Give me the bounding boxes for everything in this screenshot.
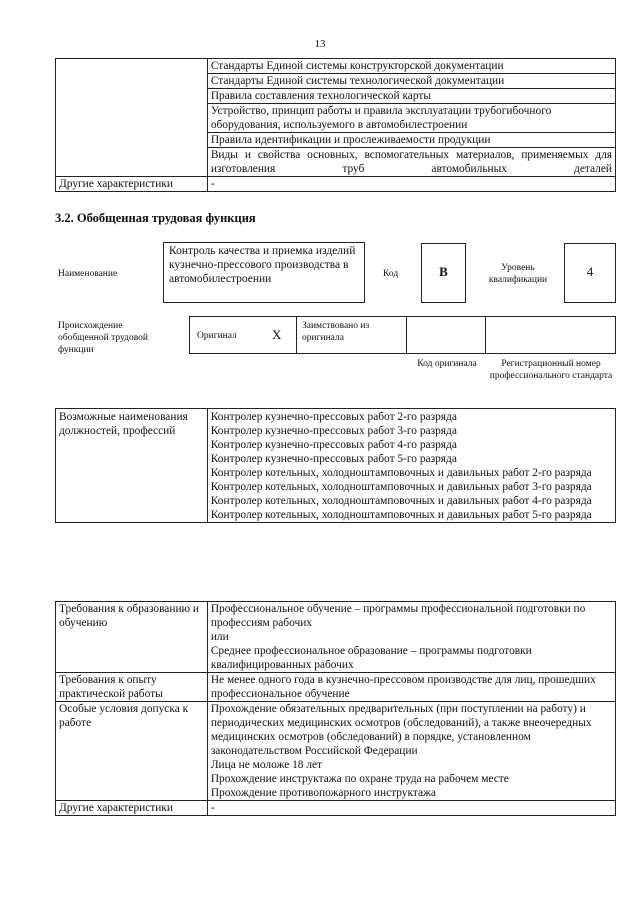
- origin-label: Происхождение обобщенной трудовой функции: [58, 321, 148, 355]
- borrowed-label: Заимствовано из оригинала: [302, 321, 370, 343]
- position-item: Контролер кузнечно-прессовых работ 5-го разряда: [210, 453, 457, 465]
- knowledge-row: Виды и свойства основных, вспомогательных материалов, применяемых для изготовления труб автомобильных деталей: [207, 148, 615, 177]
- knowledge-row: Правила составления технологической карты: [207, 89, 615, 104]
- position-item: Контролер котельных, холодноштамповочных и давильных работ 3-го разряда: [210, 481, 592, 493]
- education-line: или: [210, 631, 229, 643]
- level-value: 4: [586, 264, 594, 279]
- knowledge-row: Стандарты Единой системы технологической документации: [207, 74, 615, 89]
- experience-label: Требования к опыту практической работы: [56, 673, 208, 702]
- other-characteristics-label: Другие характеристики: [56, 177, 208, 192]
- education-label: Требования к образованию и обучению: [56, 602, 208, 673]
- education-line: Профессиональное обучение – программы профессиональной подготовки по профессиям рабочих: [210, 603, 586, 629]
- positions-list: [207, 409, 615, 523]
- page-number: 13: [314, 38, 326, 50]
- top-knowledge-table: [55, 58, 616, 192]
- code-original-label: Код оригинала: [417, 359, 477, 369]
- name-label: Наименование: [58, 269, 118, 279]
- code-label: Код: [383, 269, 399, 279]
- other-characteristics-label: Другие характеристики: [56, 801, 208, 816]
- level-box: [564, 243, 616, 303]
- position-item: Контролер котельных, холодноштамповочных и давильных работ 5-го разряда: [210, 509, 592, 521]
- level-label: Уровень квалификации: [488, 263, 548, 285]
- function-name: Контроль качества и приемка изделий кузнечно-прессового производства в автомобилестроении: [169, 245, 356, 285]
- reg-number-label: Регистрационный номер профессионального стандарта: [489, 359, 613, 381]
- knowledge-row: Правила идентификации и прослеживаемости продукции: [207, 133, 615, 148]
- position-item: Контролер котельных, холодноштамповочных и давильных работ 2-го разряда: [210, 467, 592, 479]
- original-cell: [189, 316, 297, 354]
- other-characteristics-value: -: [207, 177, 615, 192]
- reg-number-cell: [485, 316, 616, 354]
- name-value-box: [163, 242, 365, 303]
- special-conditions-value: [207, 702, 615, 801]
- code-box: [421, 243, 466, 303]
- original-mark: Х: [272, 327, 282, 342]
- position-item: Контролер кузнечно-прессовых работ 3-го разряда: [210, 425, 457, 437]
- education-line: Среднее профессиональное образование – программы подготовки квалифицированных рабочих: [210, 645, 532, 671]
- position-item: Контролер котельных, холодноштамповочных и давильных работ 4-го разряда: [210, 495, 592, 507]
- top-table-left-cell: [56, 59, 208, 177]
- section-title: 3.2. Обобщенная трудовая функция: [55, 211, 256, 225]
- knowledge-row: Стандарты Единой системы конструкторской документации: [207, 59, 615, 74]
- special-line: Прохождение противопожарного инструктажа: [210, 787, 436, 799]
- positions-table: [55, 408, 616, 523]
- code-value: В: [439, 264, 448, 279]
- requirements-table: [55, 601, 616, 816]
- special-conditions-label: Особые условия допуска к работе: [56, 702, 208, 801]
- experience-value: Не менее одного года в кузнечно-прессовом производстве для лиц, прошедших профессиональное обучение: [207, 673, 615, 702]
- knowledge-row: Устройство, принцип работы и правила эксплуатации трубогибочного оборудования, используемого в автомобилестроении: [207, 104, 615, 133]
- other-characteristics-value: -: [207, 801, 615, 816]
- borrowed-cell: [296, 316, 407, 354]
- position-item: Контролер кузнечно-прессовых работ 4-го разряда: [210, 439, 457, 451]
- code-original-cell: [406, 316, 486, 354]
- position-item: Контролер кузнечно-прессовых работ 2-го разряда: [210, 411, 457, 423]
- original-label: Оригинал: [197, 331, 237, 341]
- positions-label: Возможные наименования должностей, профессий: [56, 409, 208, 523]
- special-line: Прохождение обязательных предварительных (при поступлении на работу) и периодических медицинских осмотров (обследований), а также внеочередных медицинских осмотров (обследований) в порядке, установленном законодательством Российской Федерации: [210, 703, 592, 757]
- education-value: [207, 602, 615, 673]
- special-line: Лица не моложе 18 лет: [210, 759, 323, 771]
- special-line: Прохождение инструктажа по охране труда на рабочем месте: [210, 773, 509, 785]
